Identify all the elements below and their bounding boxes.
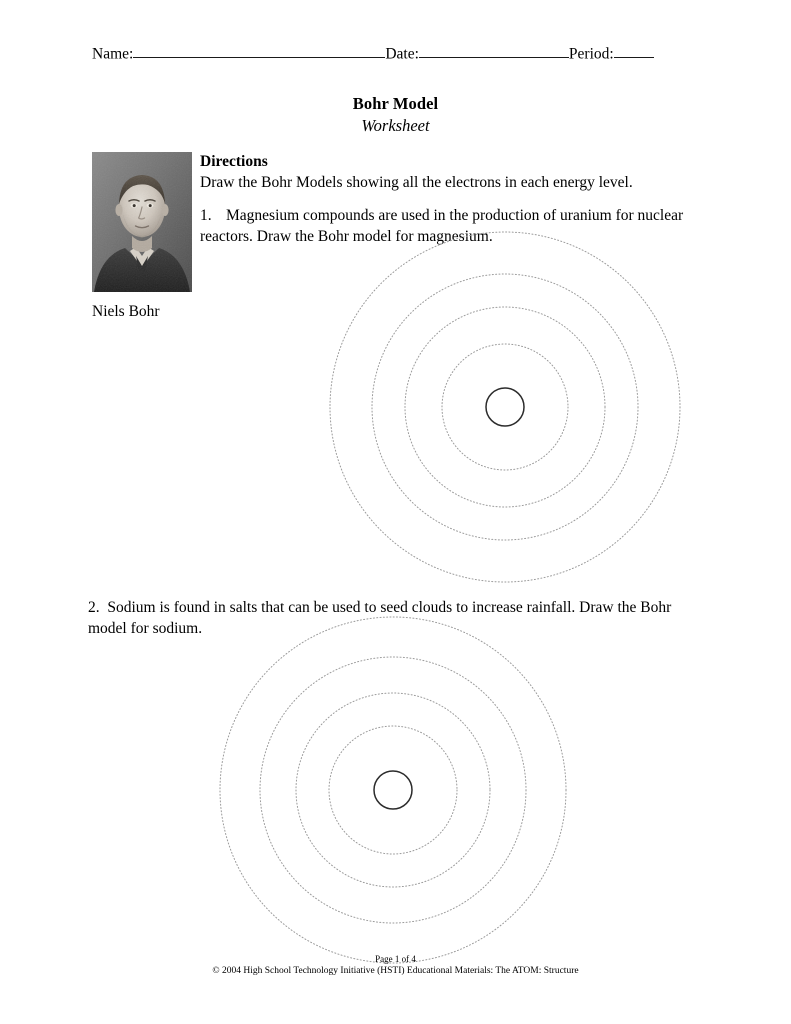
electron-shell-3 (372, 274, 638, 540)
nucleus-circle (486, 388, 524, 426)
period-blank-line[interactable] (614, 43, 654, 58)
student-info-header (92, 43, 700, 64)
nucleus-circle (374, 771, 412, 809)
niels-bohr-photo (92, 152, 192, 292)
title-block (0, 93, 791, 137)
electron-shell-1 (329, 726, 457, 854)
electron-shell-4 (220, 617, 566, 963)
electron-shell-2 (296, 693, 490, 887)
name-label: Name: (92, 45, 134, 63)
directions-block (200, 152, 692, 193)
portrait-block (92, 152, 192, 322)
question-2-number: 2. (88, 599, 100, 616)
electron-shell-2 (405, 307, 605, 507)
page-title: Bohr Model (352, 94, 439, 113)
question-2-text: Sodium is found in salts that can be used to seed clouds to increase rainfall. Draw the Bohr model for sodium. (88, 599, 672, 637)
electron-shell-4 (330, 232, 680, 582)
electron-shell-1 (442, 344, 568, 470)
question-1-number: 1. (200, 207, 212, 224)
period-label: Period: (568, 45, 614, 63)
name-blank-line[interactable] (133, 43, 385, 58)
date-blank-line[interactable] (419, 43, 569, 58)
sodium-bohr-diagram[interactable] (213, 610, 573, 970)
magnesium-bohr-diagram[interactable] (325, 227, 685, 587)
page-footer (0, 953, 791, 978)
date-label: Date: (385, 45, 419, 63)
question-1-text: Magnesium compounds are used in the production of uranium for nuclear reactors. Draw the Bohr model for magnesium. (200, 207, 684, 245)
electron-shell-3 (260, 657, 526, 923)
copyright-notice: © 2004 High School Technology Initiative (HSTI) Educational Materials: The ATOM: Structure (212, 966, 579, 976)
page-subtitle: Worksheet (361, 116, 430, 135)
directions-text: Draw the Bohr Models showing all the electrons in each energy level. (200, 173, 633, 191)
page-number: Page 1 of 4 (375, 954, 416, 964)
directions-heading: Directions (200, 153, 268, 170)
portrait-caption: Niels Bohr (92, 303, 160, 320)
